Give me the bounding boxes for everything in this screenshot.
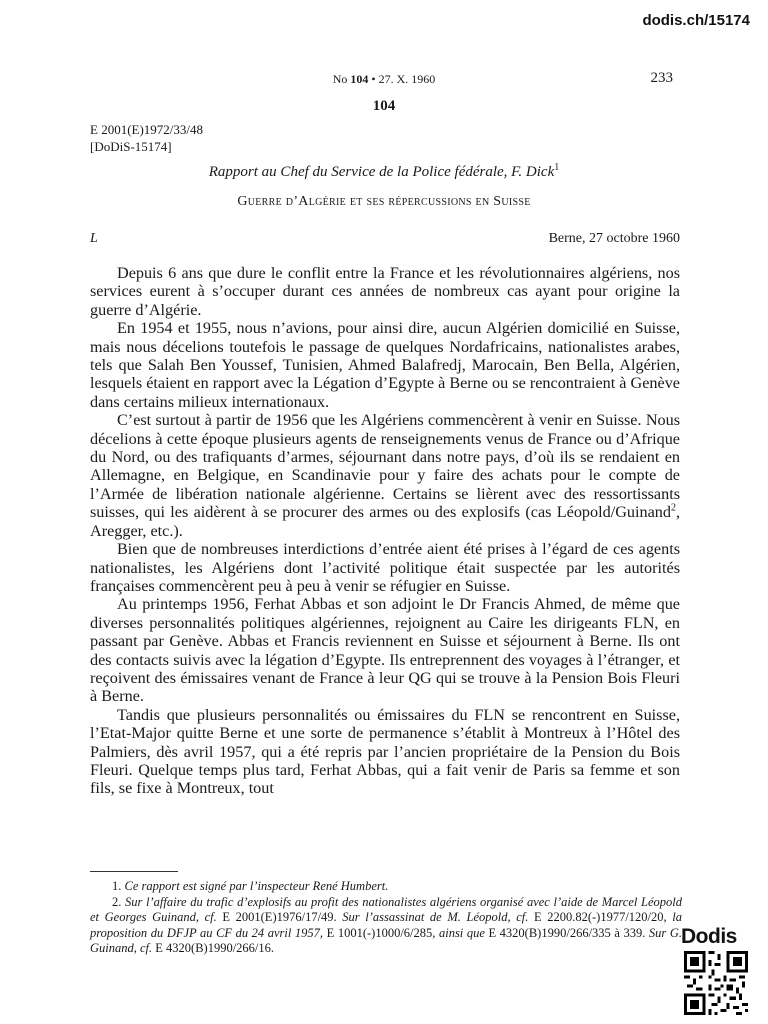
footnote-2-part-h: E 4320(B)1990/266/335 à 339. [484, 925, 649, 940]
dodis-logo: Dodis [681, 925, 737, 948]
footnote-2-part-f: E 1001(-)1000/6/285, [323, 925, 439, 940]
footnote-2-number: 2. [112, 894, 126, 909]
document-title-text: Rapport au Chef du Service de la Police fédérale, F. Dick [208, 164, 555, 180]
footnote-ref-1: 1 [554, 162, 560, 173]
paragraph-3-text-a: C’est surtout à partir de 1956 que les Algériens commencèrent à venir en Suisse. Nous décelions à cette époque plusieurs agents de renseignements venus de France ou d’Afrique du Nord, ou des trafiquants d’armes, séjournant dans notre pays, d’où ils se rendaient en Allemagne, en Belgique, en Scandinavie pour y faire des achats pour le compte de l’Armée de libération nationale algérienne. Certains se lièrent avec des ressortissants suisses, qui les aidèrent à se procurer des armes ou des explosifs (cas Léopold/Guinand [90, 411, 680, 522]
footnotes [90, 879, 682, 957]
paragraph-5: Au printemps 1956, Ferhat Abbas et son adjoint le Dr Francis Ahmed, de même que diverses personnalités politiques algériennes, rejoignent au Caire les dirigeants FLN, en passant par Genève. Abbas et Francis reviennent en Suisse et séjournent à Berne. Ils ont des contacts suivis avec la légation d’Egypte. Ils entreprennent des voyages à l’étranger, et reçoivent des émissaires venant de France à leur QG qui se trouve à la Pension Bois Fleuri à Berne. [90, 595, 680, 706]
footnote-2-part-a: Sur l’affaire du trafic d’explosifs au profit des nationalistes algériens organisé avec l’aide de Marcel Léopold et Georges Guinand, cf. [90, 894, 682, 924]
footnote-2-part-b: E 2001(E)1976/17/49. [216, 910, 343, 924]
place-date: Berne, 27 octobre 1960 [548, 231, 680, 246]
paragraph-4: Bien que de nombreuses interdictions d’entrée aient été prises à l’égard de ces agents nationalistes, les Algériens dont l’activité politique était suspectée par les autorités françaises commencèrent peu à peu à venir se réfugier en Suisse. [90, 540, 680, 595]
document-type-letter: L [90, 231, 98, 246]
paragraph-3 [90, 411, 680, 540]
paragraph-1: Depuis 6 ans que dure le conflit entre la France et les révolutionnaires algériens, nos services eurent à s’occuper durant ces années de nombreux cas ayant pour origine la guerre d’Algérie. [90, 264, 680, 319]
document-subtitle: Guerre d’Algérie et ses répercussions en Suisse [237, 194, 531, 209]
dodis-reference: [DoDiS-15174] [90, 139, 172, 154]
paragraph-6: Tandis que plusieurs personnalités ou émissaires du FLN se rencontrent en Suisse, l’Etat-Major quitte Berne et une sorte de permanence s’établit à Montreux à l’Hôtel des Palmiers, dès avril 1957, qui a été repris par l’ancien propriétaire de la Pension du Bois Fleuri. Quelque temps plus tard, Ferhat Abbas, qui a fait venir de Paris sa femme et son fils, se fixe à Montreux, tout [90, 705, 680, 798]
running-head-date: • 27. X. 1960 [368, 72, 436, 86]
page-number: 233 [650, 70, 673, 86]
footnote-divider [90, 871, 178, 872]
running-head-number: 104 [350, 72, 369, 86]
body-text [90, 264, 680, 798]
footnote-2-part-j: E 4320(B)1990/266/16. [152, 941, 275, 955]
paragraph-3-text-b: , Aregger, etc.). [90, 503, 680, 540]
footnote-2-part-c: Sur l’assassinat de M. Léopold, cf. [342, 910, 529, 924]
archive-reference [90, 121, 203, 155]
footnote-2-part-d: E 2200.82(-)1977/120/20, [528, 910, 673, 924]
footnote-2-part-i: Sur G. Guinand, cf. [90, 925, 683, 955]
paragraph-2: En 1954 et 1955, nous n’avions, pour ainsi dire, aucun Algérien domicilié en Suisse, mais nous décelions toutefois le passage de quelques Nordafricains, nationalistes arabes, tels que Salah Ben Youssef, Tunisien, Ahmed Balafredj, Marocain, Ben Bella, Algérien, lesquels étaient en rapport avec la Légation d’Egypte à Berne ou se rencontraient à Genève dans certains milieux internationaux. [90, 319, 680, 411]
footnote-2 [90, 895, 682, 957]
footnote-2-part-g: ainsi que [438, 925, 485, 940]
footnote-1 [90, 879, 682, 895]
running-head-prefix: No [332, 72, 351, 86]
archive-signature: E 2001(E)1972/33/48 [90, 122, 204, 137]
footnote-2-part-e: la proposition du DFJP au CF du 24 avril 1957, [90, 910, 683, 940]
footnote-1-text: Ce rapport est signé par l’inspecteur René Humbert. [124, 879, 389, 893]
document-title [0, 162, 768, 181]
document-number: 104 [372, 98, 396, 114]
footnote-ref-2: 2 [670, 502, 676, 514]
dodis-url[interactable]: dodis.ch/15174 [642, 12, 750, 29]
footnote-1-number: 1. [112, 879, 125, 893]
qr-code-icon[interactable] [684, 951, 748, 1015]
